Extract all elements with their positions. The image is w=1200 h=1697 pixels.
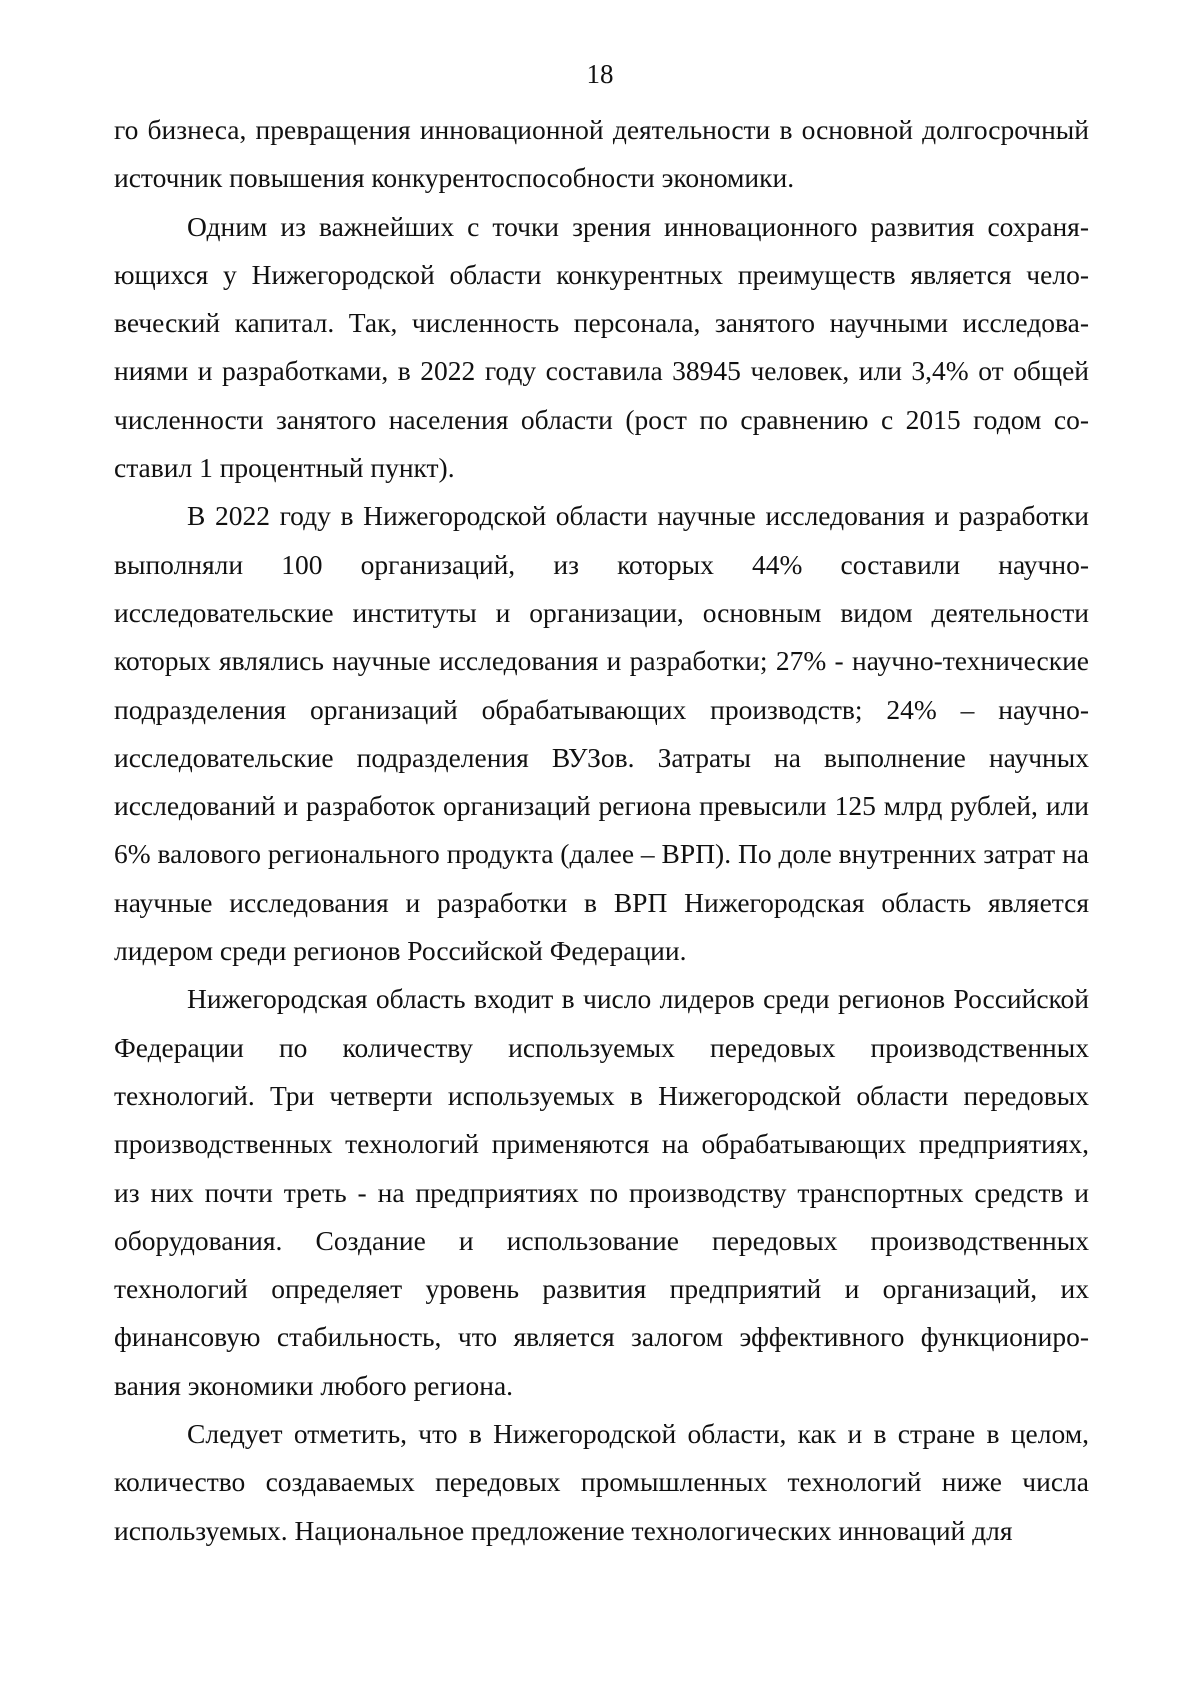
paragraph-advanced-technologies: Нижегородская область входит в число лидеров среди регионов Российской Федерации по количеству используемых передовых производственных технологий. Три четверти используемых в Нижегородской области передовых производственных технологий применяются на обрабатывающих предприятиях, из них почти треть - на предприятиях по производству транспортных средств и оборудования. Создание и использование передовых производственных технологий определяет уровень развития предприятий и организаций, их финансовую стабильность, что является залогом эффективного функционирования экономики любого региона.	[114, 983, 1089, 1401]
paragraph-research-organizations: В 2022 году в Нижегородской области научные исследования и разработки выполняли 100 организаций, из которых 44% составили научно-исследовательские институты и организации, основным видом деятельности которых являлись научные исследования и разработки; 27% - научно-технические подразделения организаций обрабатывающих производств; 24% – научно-исследовательские подразделения ВУЗов. Затраты на выполнение научных исследований и разработок организаций региона превысили 125 млрд рублей, или 6% валового регионального продукта (далее – ВРП). По доле внутренних затрат на научные исследования и разработки в ВРП Нижегородская область является лидером среди регионов Российской Федерации.	[114, 500, 1089, 967]
paragraph-continuation: го бизнеса, превращения инновационной деятельности в основной долгосрочный источник повышения конкурентоспособности экономики.	[114, 114, 1089, 194]
paragraph-human-capital: Одним из важнейших с точки зрения инновационного развития сохраняющихся у Нижегородской области конкурентных преимуществ является человеческий капитал. Так, численность персонала, занятого научными исследованиями и разработками, в 2022 году составила 38945 человек, или 3,4% от общей численности занятого населения области (рост по сравнению с 2015 годом составил 1 процентный пункт).	[114, 210, 1089, 484]
paragraph-technology-creation: Следует отметить, что в Нижегородской области, как и в стране в целом, количество создаваемых передовых промышленных технологий ниже числа используемых. Национальное предложение технологических инноваций для	[114, 1418, 1089, 1546]
body-text	[114, 106, 1089, 1555]
page-number: 18	[586, 59, 614, 89]
